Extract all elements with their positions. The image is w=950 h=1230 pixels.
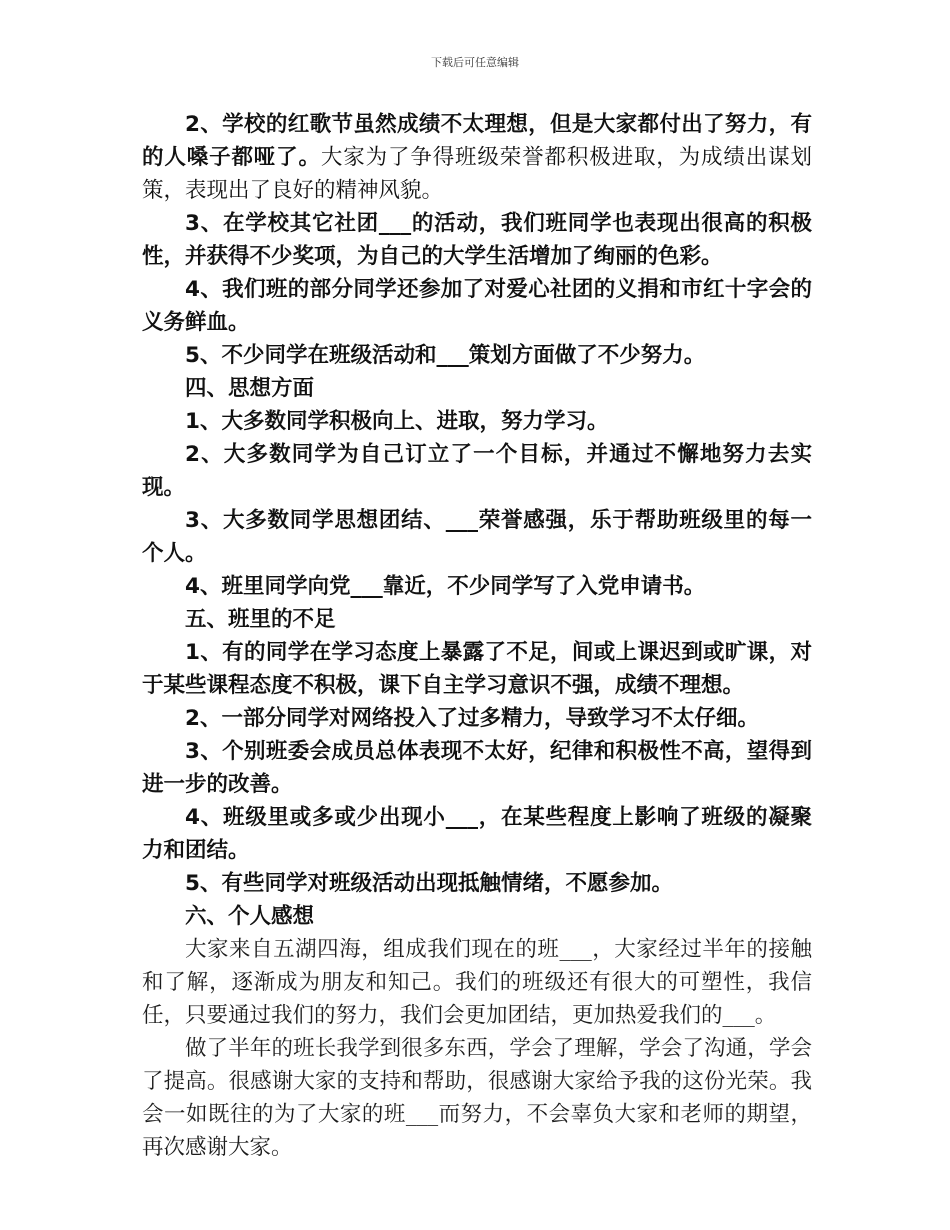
section-heading: 六、个人感想 [185, 904, 315, 929]
paragraph: 5、有些同学对班级活动出现抵触情绪，不愿参加。 [185, 871, 673, 896]
paragraph: 大家来自五湖四海，组成我们现在的班___，大家经过半年的接触和了解，逐渐成为朋友和知己。我们的班级还有很大的可塑性，我信任，只要通过我们的努力，我们会更加团结，更加热爱我们的___。 [142, 937, 812, 1028]
paragraph: 1、有的同学在学习态度上暴露了不足，间或上课迟到或旷课，对于某些课程态度不积极，课下自主学习意识不强，成绩不理想。 [142, 640, 812, 698]
paragraph: 做了半年的班长我学到很多东西，学会了理解，学会了沟通，学会了提高。很感谢大家的支持和帮助，很感谢大家给予我的这份光荣。我会一如既往的为了大家的班___而努力，不会辜负大家和老师的期望，再次感谢大家。 [142, 1036, 812, 1160]
paragraph: 3、大多数同学思想团结、___荣誉感强，乐于帮助班级里的每一个人。 [142, 508, 812, 566]
paragraph: 4、班里同学向党___靠近，不少同学写了入党申请书。 [185, 574, 706, 599]
paragraph [142, 108, 812, 207]
paragraph: 3、在学校其它社团___的活动，我们班同学也表现出很高的积极性，并获得不少奖项，为自己的大学生活增加了绚丽的色彩。 [142, 211, 812, 269]
paragraph: 4、我们班的部分同学还参加了对爱心社团的义捐和市红十字会的义务鲜血。 [142, 277, 812, 335]
document-body [142, 108, 812, 1164]
paragraph: 1、大多数同学积极向上、进取，努力学习。 [185, 409, 609, 434]
page-header-note: 下载后可任意编辑 [431, 56, 519, 69]
paragraph-bold-part: 2、学校的红歌节虽然成绩不太理想，但是大家都付出了努力，有的人嗓子都哑了。 [142, 112, 812, 170]
paragraph: 5、不少同学在班级活动和___策划方面做了不少努力。 [185, 343, 706, 368]
section-heading: 五、班里的不足 [185, 607, 336, 632]
paragraph: 2、大多数同学为自己订立了一个目标，并通过不懈地努力去实现。 [142, 442, 812, 500]
paragraph: 3、个别班委会成员总体表现不太好，纪律和积极性不高，望得到进一步的改善。 [142, 739, 812, 797]
paragraph: 4、班级里或多或少出现小___，在某些程度上影响了班级的凝聚力和团结。 [142, 805, 812, 863]
paragraph: 2、一部分同学对网络投入了过多精力，导致学习不太仔细。 [185, 706, 759, 731]
section-heading: 四、思想方面 [185, 376, 315, 401]
paragraph-light-part: 大家为了争得班级荣誉都积极进取，为成绩出谋划策，表现出了良好的精神风貌。 [142, 145, 812, 203]
